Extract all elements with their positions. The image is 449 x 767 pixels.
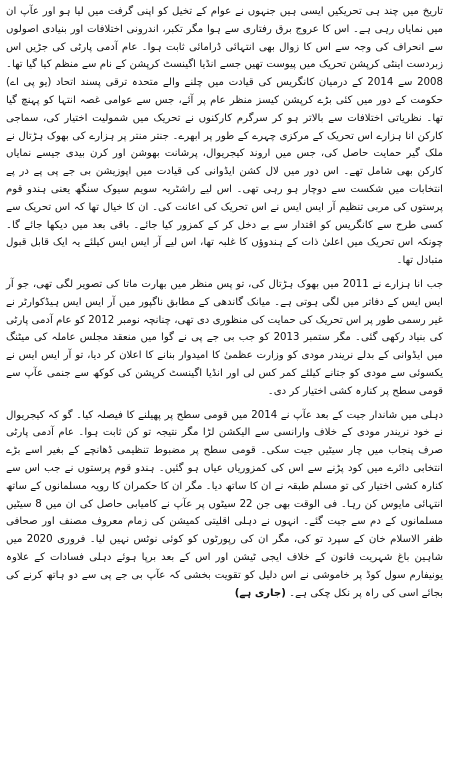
paragraph-3-text: دہلی میں شاندار جیت کے بعد عآپ نے 2014 میں قومی سطح پر پھیلنے کا فیصلہ کیا۔ گو کہ کیجریوال نے خود نریندر مودی کے خلاف وارانسی سے الیکشن لڑا مگر نتیجہ تو کن ثابت ہوا۔ عام آدمی پارٹی صرف پنجاب میں چار سیٹیں جیت سکی۔ قومی سطح پر مضبوط تنظیمی ڈھانچے کے بغیر اسے بڑے انتخابی دائرے میں کود پڑنے سے اس کی کمزوریاں عیاں ہو گئیں۔ ہندو قوم پرستوں نے جب اس سے کنارہ کشی اختیار کی تو مسلم طبقہ نے ان کا ساتھ دیا۔ مگر ان کا حکمران کا رویہ مسلمانوں کے ساتھ انتہائی مایوس کن رہا۔ فی الوقت بھی جن 22 سیٹوں پر عآپ نے کامیابی حاصل کی ان میں 8 سیٹیں مسلمانوں کے دم سے جیت گئے۔ انہوں نے دہلی اقلیتی کمیشن کی زمام معروف مصنف اور صحافی ظفر الاسلام خان کے سپرد تو کی، مگر ان کی رپورٹوں کو کوئی نوٹس نہیں لیا۔ فروری 2020 میں شاہین باغ شہریت قانون کے خلاف ایجی ٹیشن اور اس کے بعد برپا ہوئے دہلی فسادات کے علاوہ یونیفارم سول کوڈ پر خاموشی نے اس دلیل کو تقویت بخشی کہ عآپ بی جے پی سے دو ہاتھ کرنے کی بجائے اسی کی راہ پر نکل چکی ہے۔ bbox=[6, 409, 444, 599]
article-body bbox=[6, 3, 443, 602]
continued-note: (جاری ہے) bbox=[234, 587, 286, 599]
paragraph-2: جب انا ہزارے نے 2011 میں بھوک ہڑتال کی، تو پس منظر میں بھارت ماتا کی تصویر لگی تھی، جو آر ایس ایس کے دفاتر میں لگی ہوتی ہے۔ میانک گاندھی کے مطابق ناگپور میں آر ایس ایس ہیڈکوارٹر نے غیر رسمی طور پر اس تحریک کی حمایت کی منظوری دی تھی، چنانچہ نومبر 2012 کو عام آدمی پارٹی کی بنیاد رکھی گئی۔ مگر ستمبر 2013 کو جب بی جے پی نے گوا میں منعقد مجلس عاملہ کی میٹنگ میں ایڈوانی کے بدلے نریندر مودی کو وزارت عظمیٰ کا امیدوار بنانے کا اعلان کر دیا، تو آر ایس ایس نے یکسوئی سے مودی کو جتانے کیلئے کمر کس لی اور انڈیا اگینسٹ کرپشن کی کوکھ سے جنمی عآپ سے قومی سطح پر کنارہ کشی اختیار کر دی۔ bbox=[6, 278, 444, 397]
paragraph-1: تاریخ میں چند ہی تحریکیں ایسی ہیں جنہوں نے عوام کے تخیل کو اپنی گرفت میں لیا ہو اور عآپ ان میں نمایاں رہی ہے۔ اس کا عروج برق رفتاری سے ہوا مگر تکبر، اندرونی اختلافات اور بنیادی اصولوں سے انحراف کی وجہ سے اس کا زوال بھی انتہائی ڈرامائی ثابت ہوا۔ عام آدمی پارٹی کی جڑیں اس زبردست اینٹی کرپشن تحریک میں پیوست تھیں جسے انڈیا اگینسٹ کرپشن کے نام سے منظم کیا گیا تھا۔ 2008 سے 2014 کے درمیان کانگریس کی قیادت میں چلنے والے متحدہ ترقی پسند اتحاد (یو پی اے) حکومت کے دور میں کئی بڑے کرپشن کیسز منظر عام پر آئے، جس سے عوامی غصہ انتہا کو پہنچ گیا تھا۔ نظریاتی اختلافات سے بالاتر ہو کر سرگرم کارکنوں نے تحریک میں شمولیت اختیار کی، سماجی کارکن انا ہزارے اس تحریک کے مرکزی چہرے کے طور پر ابھرے۔ جنتر منتر پر ہزارے کی بھوک ہڑتال نے ملک گیر حمایت حاصل کی، جس میں اروند کیجریوال، پرشانت بھوشن اور کرن بیدی جیسے نمایاں کارکن بھی شامل تھے۔ اس دور میں لال کشن ایڈوانی کی قیادت میں اپوزیشن بی جے پی پے در پے انتخابات میں شکست سے دوچار ہو رہی تھی۔ اس لیے راشٹریہ سویم سیوک سنگھ یعنی ہندو قوم پرستوں کی مربی تنظیم آر ایس ایس نے اس تحریک کی اعانت کی۔ ان کا خیال تھا کہ اس تحریک سے کسی طرح سے کانگریس کو اقتدار سے بے دخل کر کے کمزور کیا جائے۔ باقی بعد میں دیکھا جائے گا۔ چونکہ اس تحریک میں اعلیٰ ذات کے ہندوؤں کا غلبہ تھا، اس لیے آر ایس ایس کیلئے یہ ایک قابل قبول متبادل تھا۔ bbox=[6, 6, 444, 267]
paragraph-3 bbox=[6, 407, 443, 603]
